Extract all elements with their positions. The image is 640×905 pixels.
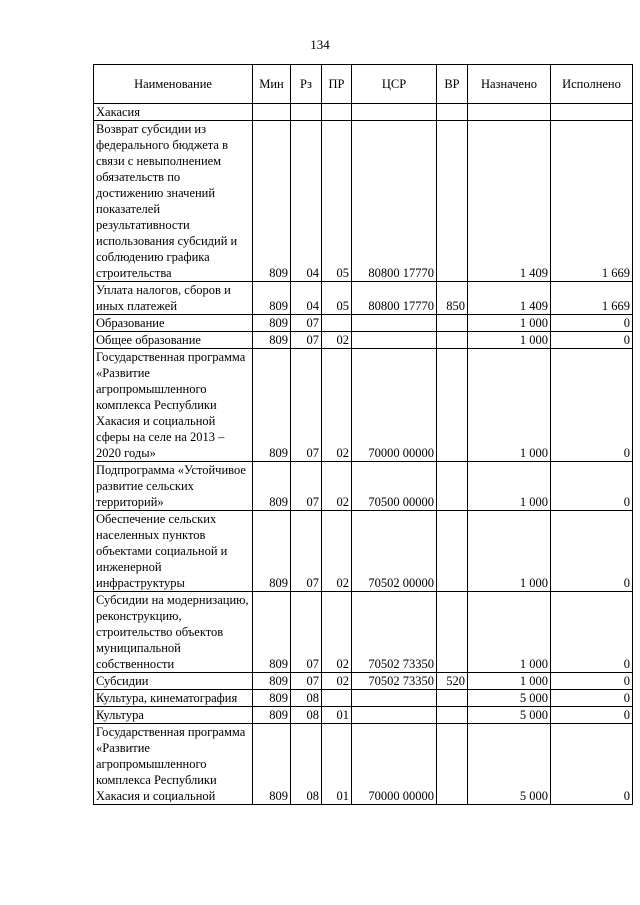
cell-csr [352,104,437,121]
cell-executed: 0 [551,462,633,511]
cell-name: Субсидии [94,673,253,690]
cell-pr: 01 [322,724,352,805]
cell-vr: 850 [437,282,468,315]
cell-rz: 07 [291,332,322,349]
cell-min: 809 [253,315,291,332]
cell-name: Государственная программа «Развитие агропромышленного комплекса Республики Хакасия и социальной [94,724,253,805]
cell-assigned: 1 409 [468,121,551,282]
cell-vr [437,315,468,332]
cell-assigned: 1 000 [468,462,551,511]
cell-executed: 0 [551,511,633,592]
cell-name: Подпрограмма «Устойчивое развитие сельских территорий» [94,462,253,511]
cell-min: 809 [253,690,291,707]
cell-executed: 0 [551,315,633,332]
cell-assigned: 5 000 [468,707,551,724]
cell-name: Обеспечение сельских населенных пунктов объектами социальной и инженерной инфраструктуры [94,511,253,592]
cell-rz: 08 [291,724,322,805]
cell-csr: 70000 00000 [352,724,437,805]
budget-table [93,64,633,805]
cell-rz: 07 [291,349,322,462]
table-row [94,462,633,511]
cell-csr: 70502 73350 [352,673,437,690]
cell-min [253,104,291,121]
cell-min: 809 [253,673,291,690]
cell-pr: 02 [322,462,352,511]
cell-assigned: 1 000 [468,673,551,690]
table-header-row [94,65,633,104]
header-executed: Исполнено [551,65,633,104]
cell-assigned: 1 000 [468,332,551,349]
cell-executed: 0 [551,332,633,349]
table-row [94,104,633,121]
cell-vr: 520 [437,673,468,690]
header-min: Мин [253,65,291,104]
cell-rz: 07 [291,511,322,592]
cell-vr [437,121,468,282]
cell-min: 809 [253,332,291,349]
table-row [94,707,633,724]
cell-vr [437,104,468,121]
cell-min: 809 [253,121,291,282]
cell-executed [551,104,633,121]
table-row [94,511,633,592]
table-row [94,332,633,349]
cell-min: 809 [253,511,291,592]
table-row [94,592,633,673]
cell-rz: 07 [291,462,322,511]
cell-rz: 07 [291,592,322,673]
cell-rz: 07 [291,315,322,332]
cell-assigned: 1 000 [468,592,551,673]
cell-pr: 05 [322,282,352,315]
cell-name: Образование [94,315,253,332]
cell-min: 809 [253,707,291,724]
cell-csr [352,332,437,349]
cell-name: Общее образование [94,332,253,349]
cell-name: Уплата налогов, сборов и иных платежей [94,282,253,315]
cell-name: Государственная программа «Развитие агропромышленного комплекса Республики Хакасия и социальной сферы на селе на 2013 – 2020 годы» [94,349,253,462]
cell-name: Культура [94,707,253,724]
cell-executed: 0 [551,707,633,724]
cell-csr: 70502 73350 [352,592,437,673]
cell-min: 809 [253,282,291,315]
cell-vr [437,349,468,462]
page-number: 134 [310,37,330,52]
cell-min: 809 [253,592,291,673]
header-vr: ВР [437,65,468,104]
cell-vr [437,592,468,673]
cell-executed: 1 669 [551,121,633,282]
header-csr: ЦСР [352,65,437,104]
cell-executed: 0 [551,592,633,673]
cell-executed: 0 [551,690,633,707]
cell-assigned: 1 000 [468,511,551,592]
cell-executed: 0 [551,349,633,462]
table-row [94,349,633,462]
cell-pr: 02 [322,332,352,349]
cell-vr [437,332,468,349]
cell-assigned: 1 000 [468,349,551,462]
cell-rz: 04 [291,282,322,315]
cell-min: 809 [253,724,291,805]
cell-assigned: 5 000 [468,690,551,707]
cell-rz: 04 [291,121,322,282]
cell-assigned: 5 000 [468,724,551,805]
header-pr: ПР [322,65,352,104]
cell-csr: 70500 00000 [352,462,437,511]
cell-vr [437,511,468,592]
cell-min: 809 [253,462,291,511]
cell-name: Субсидии на модернизацию, реконструкцию, строительство объектов муниципальной собственности [94,592,253,673]
cell-pr [322,104,352,121]
cell-pr: 02 [322,511,352,592]
table-row [94,673,633,690]
cell-vr [437,690,468,707]
cell-pr: 02 [322,592,352,673]
cell-csr: 80800 17770 [352,282,437,315]
cell-pr: 02 [322,673,352,690]
cell-csr: 80800 17770 [352,121,437,282]
cell-name: Хакасия [94,104,253,121]
cell-csr [352,707,437,724]
cell-executed: 0 [551,724,633,805]
cell-pr: 01 [322,707,352,724]
cell-csr [352,690,437,707]
cell-csr: 70502 00000 [352,511,437,592]
cell-csr: 70000 00000 [352,349,437,462]
cell-executed: 0 [551,673,633,690]
cell-pr: 02 [322,349,352,462]
header-name: Наименование [94,65,253,104]
cell-rz: 07 [291,673,322,690]
cell-executed: 1 669 [551,282,633,315]
cell-rz: 08 [291,690,322,707]
table-row [94,690,633,707]
cell-assigned: 1 000 [468,315,551,332]
cell-pr [322,315,352,332]
cell-vr [437,724,468,805]
table-row [94,724,633,805]
cell-rz: 08 [291,707,322,724]
cell-pr: 05 [322,121,352,282]
cell-assigned [468,104,551,121]
header-assigned: Назначено [468,65,551,104]
table-row [94,121,633,282]
cell-pr [322,690,352,707]
table-row [94,315,633,332]
cell-rz [291,104,322,121]
header-rz: Рз [291,65,322,104]
cell-assigned: 1 409 [468,282,551,315]
cell-name: Культура, кинематография [94,690,253,707]
cell-vr [437,707,468,724]
cell-vr [437,462,468,511]
table-row [94,282,633,315]
cell-csr [352,315,437,332]
cell-name: Возврат субсидии из федерального бюджета в связи с невыполнением обязательств по достижению значений показателей результативности использования субсидий и соблюдению графика строительства [94,121,253,282]
cell-min: 809 [253,349,291,462]
